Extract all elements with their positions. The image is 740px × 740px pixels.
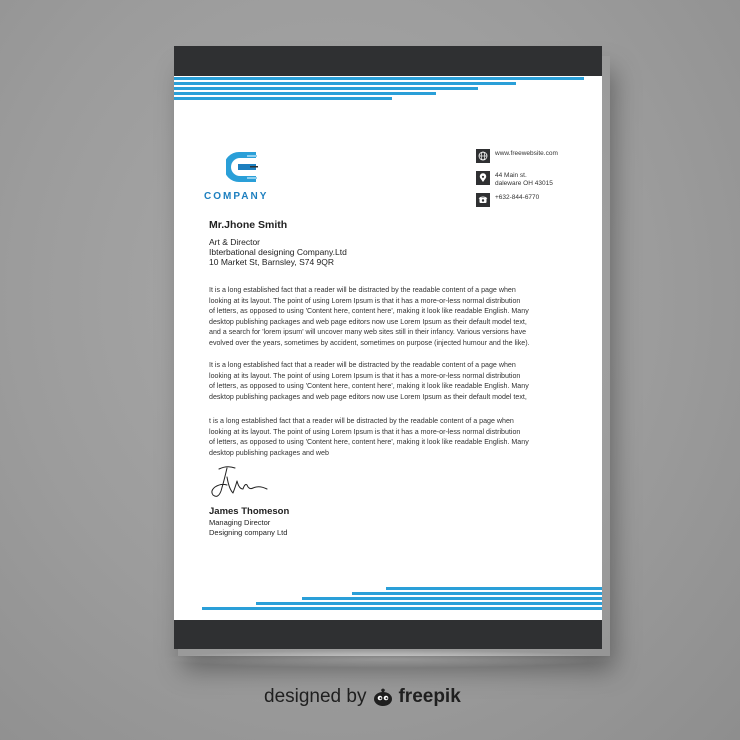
paragraph-line: desktop publishing packages and web page editors now use Lorem Ipsum as their default model text, xyxy=(209,317,527,326)
contact-website xyxy=(476,149,596,169)
phone-text: +632-844-6770 xyxy=(495,194,540,201)
paragraph-line: t is a long established fact that a reader will be distracted by the readable content of a page when xyxy=(209,417,514,425)
header-bar xyxy=(174,46,602,76)
recipient-title: Art & Director xyxy=(209,237,261,247)
footer-stripe xyxy=(352,592,602,595)
paragraph-line: It is a long established fact that a reader will be distracted by the readable content of a page when xyxy=(209,361,516,369)
footer-stripe xyxy=(256,602,602,605)
paragraph-line: looking at its layout. The point of using Lorem Ipsum is that it has a more-or-less normal distribution xyxy=(209,427,521,436)
address-line: daleware OH 43015 xyxy=(495,180,553,187)
letter-e-logo-icon xyxy=(226,149,262,185)
footer-stripe xyxy=(386,587,602,590)
paragraph-line: of letters, as opposed to using 'Content here, content here', making it look like readable English. Many xyxy=(209,382,529,390)
paragraph-line: looking at its layout. The point of using Lorem Ipsum is that it has a more-or-less normal distribution xyxy=(209,371,521,380)
body-paragraph xyxy=(209,285,559,348)
company-wordmark: COMPANY xyxy=(204,191,269,202)
header-stripe xyxy=(174,77,584,80)
phone-icon xyxy=(476,193,490,207)
credit-brand: freepik xyxy=(398,686,461,707)
location-pin-icon xyxy=(476,171,490,185)
freepik-logo-icon xyxy=(372,687,394,707)
designer-credit[interactable] xyxy=(264,684,461,710)
paragraph-line: desktop publishing packages and web page editors now use Lorem Ipsum as their default model text, xyxy=(209,392,527,401)
footer-stripe xyxy=(202,607,602,610)
address-line: 44 Main st. xyxy=(495,172,527,179)
recipient-block xyxy=(209,219,347,267)
header-stripe xyxy=(174,92,436,95)
contact-phone xyxy=(476,193,596,213)
body-paragraph xyxy=(209,416,559,458)
paragraph-line: looking at its layout. The point of using Lorem Ipsum is that it has a more-or-less normal distribution xyxy=(209,296,521,305)
credit-prefix: designed by xyxy=(264,686,367,707)
paragraph-line: and a search for 'lorem ipsum' will uncover many web sites still in their infancy. Various versions have xyxy=(209,328,527,336)
letterhead-page xyxy=(174,46,602,649)
signer-company: Designing company Ltd xyxy=(209,528,288,537)
header-stripe xyxy=(174,97,392,100)
address-text xyxy=(495,172,553,188)
footer-stripe xyxy=(302,597,602,600)
footer-bar xyxy=(174,620,602,649)
paragraph-line: evolved over the years, sometimes by accident, sometimes on purpose (injected humour and the like). xyxy=(209,338,530,347)
paragraph-line: of letters, as opposed to using 'Content here, content here', making it look like readable English. Many xyxy=(209,438,529,446)
website-text[interactable]: www.freewebsite.com xyxy=(495,150,558,157)
globe-icon xyxy=(476,149,490,163)
signer-block xyxy=(209,506,289,538)
company-logo xyxy=(204,149,284,205)
recipient-name: Mr.Jhone Smith xyxy=(209,219,288,231)
recipient-address: 10 Market St, Barnsley, S74 9QR xyxy=(209,257,335,267)
header-stripe xyxy=(174,87,478,90)
paragraph-line: of letters, as opposed to using 'Content here, content here', making it look like readable English. Many xyxy=(209,307,529,315)
contact-block xyxy=(476,149,596,215)
signer-title: Managing Director xyxy=(209,518,271,527)
header-stripe xyxy=(174,82,516,85)
contact-address xyxy=(476,171,596,191)
body-paragraph xyxy=(209,360,559,402)
paragraph-line: It is a long established fact that a reader will be distracted by the readable content of a page when xyxy=(209,286,516,294)
recipient-company: Ibterbational designing Company.Ltd xyxy=(209,247,347,257)
handwritten-signature xyxy=(209,463,273,508)
paragraph-line: desktop publishing packages and web xyxy=(209,448,329,457)
signer-name: James Thomeson xyxy=(209,506,290,517)
